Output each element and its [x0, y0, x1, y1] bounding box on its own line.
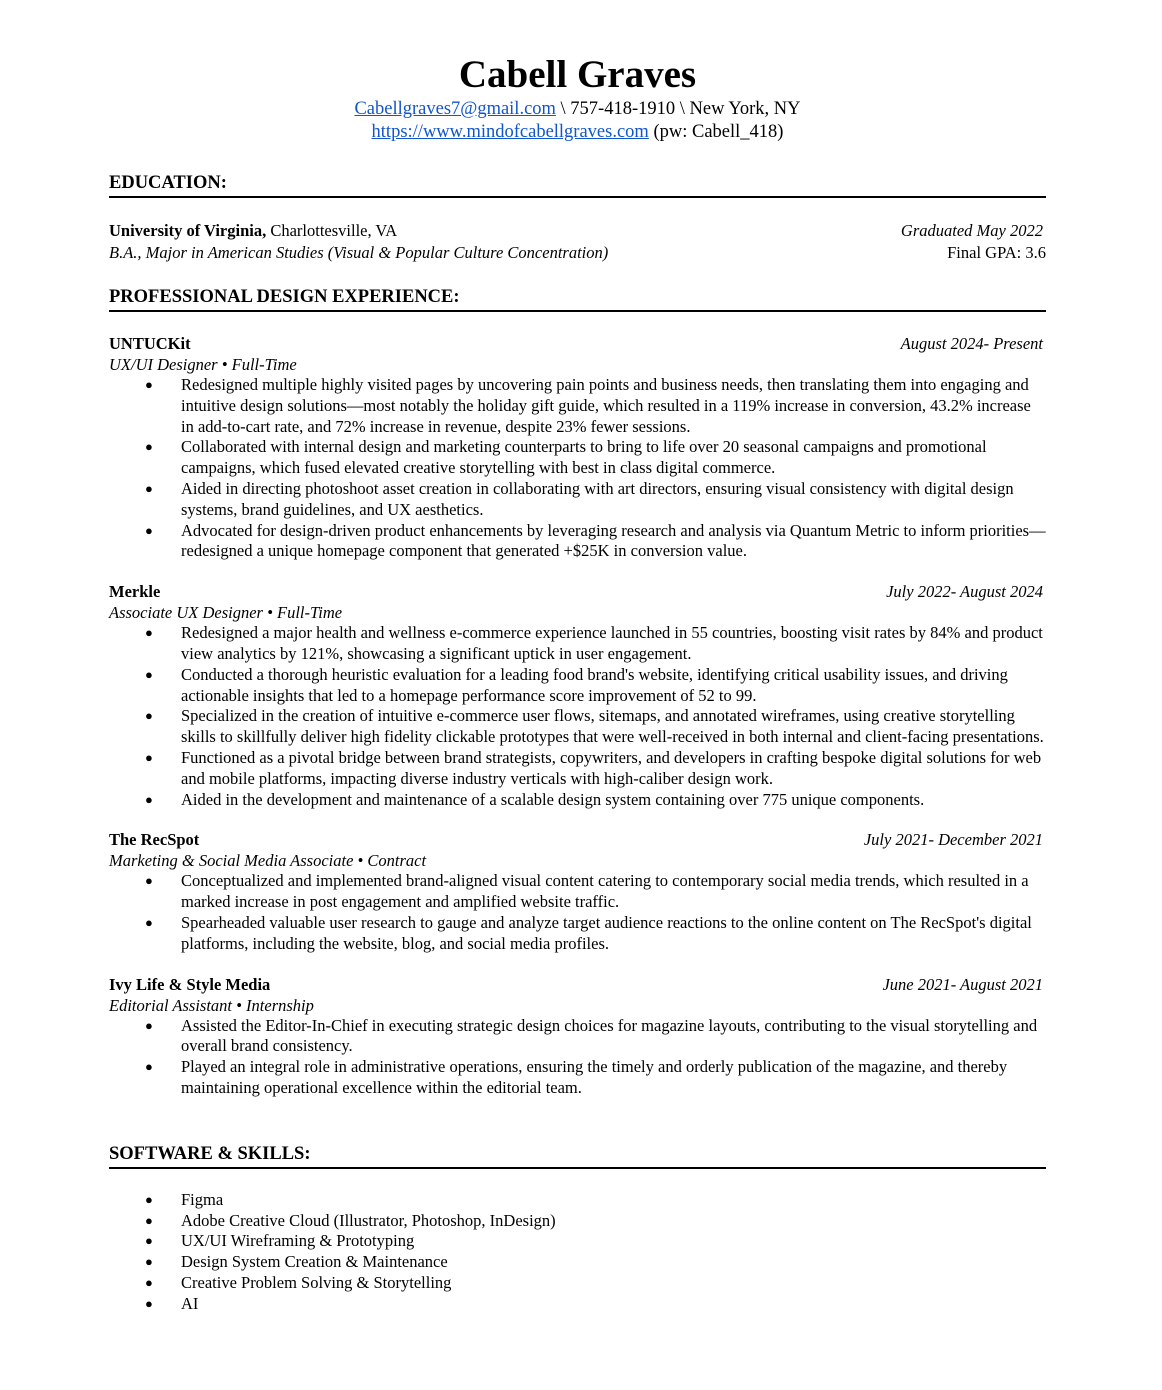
bullet-icon: ●: [145, 1254, 153, 1270]
bullet-item: [109, 479, 1046, 521]
job-bullets: [109, 871, 1046, 954]
contact-line: [109, 98, 1046, 121]
bullet-text: Collaborated with internal design and marketing counterparts to bring to life over 20 seasonal campaigns and promotional campaigns, which fused elevated creative storytelling with best in class digital commerce.: [181, 437, 987, 478]
bullet-text: Played an integral role in administrative operations, ensuring the timely and orderly publication of the magazine, and thereby maintaining operational excellence within the editorial team.: [181, 1057, 1008, 1097]
skill-item: [109, 1190, 1046, 1211]
bullet-icon: ●: [145, 1274, 153, 1290]
job-role: UX/UI Designer • Full-Time: [109, 355, 297, 374]
skill-item: [109, 1273, 1046, 1294]
skill-item: [109, 1294, 1046, 1315]
bullet-icon: ●: [145, 873, 153, 889]
bullet-icon: ●: [145, 1059, 153, 1075]
job-bullets: [109, 1016, 1046, 1099]
phone-location: \ 757-418-1910 \ New York, NY: [555, 99, 801, 119]
company-name: The RecSpot: [109, 830, 200, 850]
job-entry: [109, 974, 1046, 1099]
skill-item: [109, 1231, 1046, 1252]
bullet-item: [109, 375, 1046, 437]
experience-heading: PROFESSIONAL DESIGN EXPERIENCE:: [109, 286, 1046, 312]
school-location: Charlottesville, VA: [266, 221, 398, 240]
website-password-note: (pw: Cabell_418): [648, 122, 784, 142]
website-line: [109, 121, 1046, 144]
bullet-text: Specialized in the creation of intuitive e-commerce user flows, sitemaps, and annotated wireframes, using creative storytelling skills to skillfully deliver high fidelity clickable prototypes that were well-received in both internal and client-facing presentations.: [181, 706, 1044, 747]
website-link[interactable]: https://www.mindofcabellgraves.com: [371, 122, 649, 142]
bullet-item: [109, 521, 1046, 563]
job-entry: [109, 581, 1046, 810]
job-role: Editorial Assistant • Internship: [109, 995, 314, 1015]
education-school-row: [109, 220, 1046, 241]
skill-text: Design System Creation & Maintenance: [181, 1252, 448, 1272]
skills-list: [109, 1190, 1046, 1315]
skill-text: AI: [181, 1293, 199, 1313]
bullet-text: Advocated for design-driven product enhancements by leveraging research and analysis via Quantum Metric to inform priorities—redesigned a unique homepage component that generated +$25K in conversion value.: [181, 520, 1046, 561]
bullet-text: Conceptualized and implemented brand-aligned visual content catering to contemporary social media trends, which resulted in a marked increase in post engagement and amplified website traffic.: [181, 871, 1029, 912]
company-name: Merkle: [109, 582, 161, 602]
bullet-item: [109, 437, 1046, 479]
job-dates: July 2021- December 2021: [863, 830, 1043, 850]
bullet-icon: ●: [145, 1191, 153, 1207]
skill-text: Adobe Creative Cloud (Illustrator, Photoshop, InDesign): [181, 1210, 556, 1230]
job-bullets: [109, 375, 1046, 562]
school-name: University of Virginia,: [109, 221, 267, 240]
bullet-icon: ●: [145, 666, 153, 682]
job-dates: August 2024- Present: [900, 334, 1043, 353]
bullet-icon: ●: [145, 914, 153, 930]
bullet-item: [109, 665, 1046, 707]
bullet-text: Aided in directing photoshoot asset creation in collaborating with art directors, ensuring visual consistency with digital design systems, brand guidelines, and UX aesthetics.: [181, 478, 1014, 519]
bullet-text: Functioned as a pivotal bridge between brand strategists, copywriters, and developers in crafting bespoke digital solutions for web and mobile platforms, impacting diverse industry verticals with high-caliber design work.: [181, 747, 1042, 788]
bullet-icon: ●: [145, 791, 153, 807]
skill-item: [109, 1252, 1046, 1273]
bullet-item: [109, 706, 1046, 748]
job-header-row: [109, 581, 1046, 602]
bullet-icon: ●: [145, 625, 153, 641]
job-role: Associate UX Designer • Full-Time: [109, 603, 343, 623]
jobs-list: [109, 333, 1046, 1099]
bullet-text: Conducted a thorough heuristic evaluation for a leading food brand's website, identifying critical usability issues, and driving actionable insights that led to a homepage performance score improvement of 52 to 99.: [181, 664, 1008, 705]
job-bullets: [109, 623, 1046, 810]
bullet-icon: ●: [145, 708, 153, 724]
bullet-icon: ●: [145, 439, 153, 455]
job-entry: [109, 829, 1046, 954]
email-link[interactable]: Cabellgraves7@gmail.com: [354, 99, 556, 119]
bullet-item: [109, 913, 1046, 955]
bullet-text: Spearheaded valuable user research to gauge and analyze target audience reactions to the online content on The RecSpot's digital platforms, including the website, blog, and social media profiles.: [181, 912, 1032, 953]
concentration: (Visual & Popular Culture Concentration): [323, 243, 609, 262]
job-header-row: [109, 974, 1046, 995]
bullet-icon: ●: [145, 749, 153, 765]
bullet-item: [109, 790, 1046, 811]
job-dates: June 2021- August 2021: [882, 974, 1043, 994]
bullet-item: [109, 871, 1046, 913]
bullet-icon: ●: [145, 522, 153, 538]
bullet-text: Assisted the Editor-In-Chief in executing strategic design choices for magazine layouts, contributing to the visual storytelling and overall brand consistency.: [181, 1015, 1038, 1056]
bullet-item: [109, 1016, 1046, 1058]
graduation-date: Graduated May 2022: [900, 221, 1043, 240]
company-name: Ivy Life & Style Media: [109, 974, 271, 994]
bullet-icon: ●: [145, 1295, 153, 1311]
company-name: UNTUCKit: [109, 334, 191, 353]
gpa: Final GPA: 3.6: [947, 243, 1046, 262]
education-heading: EDUCATION:: [109, 172, 1046, 198]
skill-item: [109, 1211, 1046, 1232]
bullet-item: [109, 748, 1046, 790]
degree: B.A., Major in American Studies: [109, 243, 324, 262]
job-dates: July 2022- August 2024: [886, 582, 1043, 602]
bullet-icon: ●: [145, 1233, 153, 1249]
education-degree-row: [109, 242, 1046, 263]
bullet-item: [109, 623, 1046, 665]
job-entry: [109, 333, 1046, 562]
bullet-icon: ●: [145, 377, 153, 392]
skills-heading: SOFTWARE & SKILLS:: [109, 1143, 1046, 1169]
resume-page: [109, 0, 1046, 1315]
skill-text: UX/UI Wireframing & Prototyping: [181, 1231, 415, 1251]
bullet-icon: ●: [145, 1017, 153, 1033]
bullet-icon: ●: [145, 480, 153, 496]
job-header-row: [109, 333, 1046, 354]
bullet-item: [109, 1057, 1046, 1099]
skill-text: Figma: [181, 1189, 224, 1209]
candidate-name: Cabell Graves: [458, 53, 697, 96]
bullet-text: Redesigned multiple highly visited pages by uncovering pain points and business needs, then translating them into engaging and intuitive design solutions—most notably the holiday gift guide, which resulted in a 119% increase in conversion, 43.2% increase in add-to-cart rate, and 72% increase in revenue, despite 23% fewer sessions.: [181, 375, 1031, 436]
job-role: Marketing & Social Media Associate • Contract: [109, 851, 427, 871]
skill-text: Creative Problem Solving & Storytelling: [181, 1272, 452, 1292]
bullet-icon: ●: [145, 1212, 153, 1228]
bullet-text: Redesigned a major health and wellness e-commerce experience launched in 55 countries, boosting visit rates by 84% and product view analytics by 121%, showcasing a significant uptick in user engagement.: [181, 623, 1043, 663]
job-header-row: [109, 829, 1046, 850]
bullet-text: Aided in the development and maintenance of a scalable design system containing over 775 unique components.: [181, 789, 925, 809]
